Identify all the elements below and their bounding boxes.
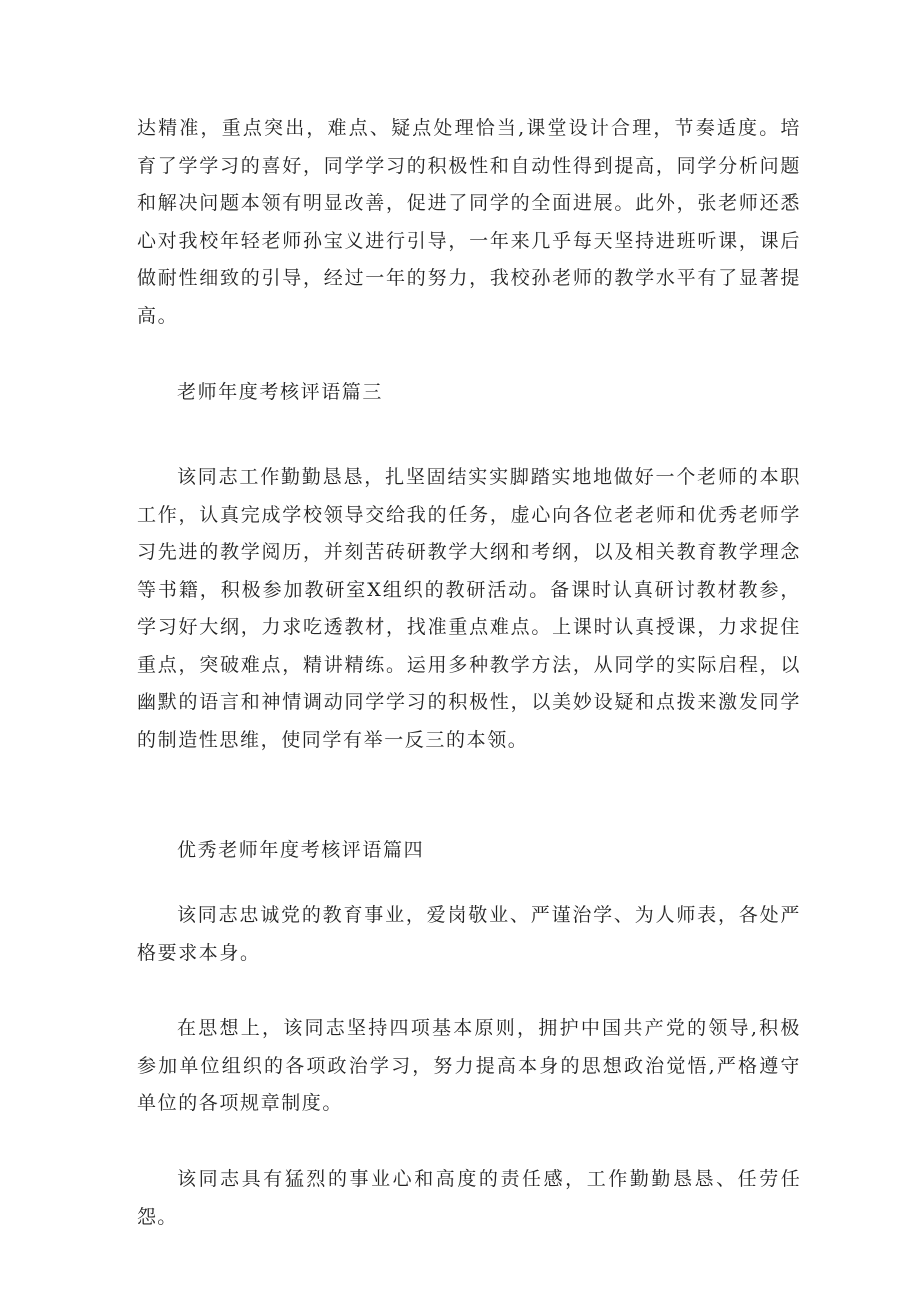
paragraph-3: 该同志忠诚党的教育事业，爱岗敬业、严谨治学、为人师表，各处严格要求本身。 xyxy=(137,904,801,964)
paragraph-4: 在思想上，该同志坚持四项基本原则，拥护中国共产党的领导,积极参加单位组织的各项政治学习，努力提高本身的思想政治觉悟,严格遵守单位的各项规章制度。 xyxy=(137,1017,801,1114)
section-heading-4: 优秀老师年度考核评语篇四 xyxy=(177,839,425,861)
paragraph-2: 该同志工作勤勤恳恳，扎坚固结实实脚踏实地地做好一个老师的本职工作，认真完成学校领导交给我的任务，虚心向各位老老师和优秀老师学习先进的教学阅历，并刻苦砖研教学大纲和考纲，以及相关教育教学理念等书籍，积极参加教研室X组织的教研活动。备课时认真研讨教材教参，学习好大纲，力求吃透教材，找准重点难点。上课时认真授课，力求捉住重点，突破难点，精讲精练。运用多种教学方法，从同学的实际启程，以幽默的语言和神情调动同学学习的积极性，以美妙设疑和点拨来激发同学的制造性思维，使同学有举一反三的本领。 xyxy=(137,466,801,751)
section-heading-3: 老师年度考核评语篇三 xyxy=(177,381,384,403)
paragraph-5: 该同志具有猛烈的事业心和高度的责任感，工作勤勤恳恳、任劳任怨。 xyxy=(137,1168,801,1228)
paragraph-1: 达精准，重点突出，难点、疑点处理恰当,课堂设计合理，节奏适度。培育了学学习的喜好，同学学习的积极性和自动性得到提高，同学分析问题和解决问题本领有明显改善，促进了同学的全面进展。此外，张老师还悉心对我校年轻老师孙宝义进行引导，一年来几乎每天坚持进班听课，课后做耐性细致的引导，经过一年的努力，我校孙老师的教学水平有了显著提高。 xyxy=(137,117,801,327)
